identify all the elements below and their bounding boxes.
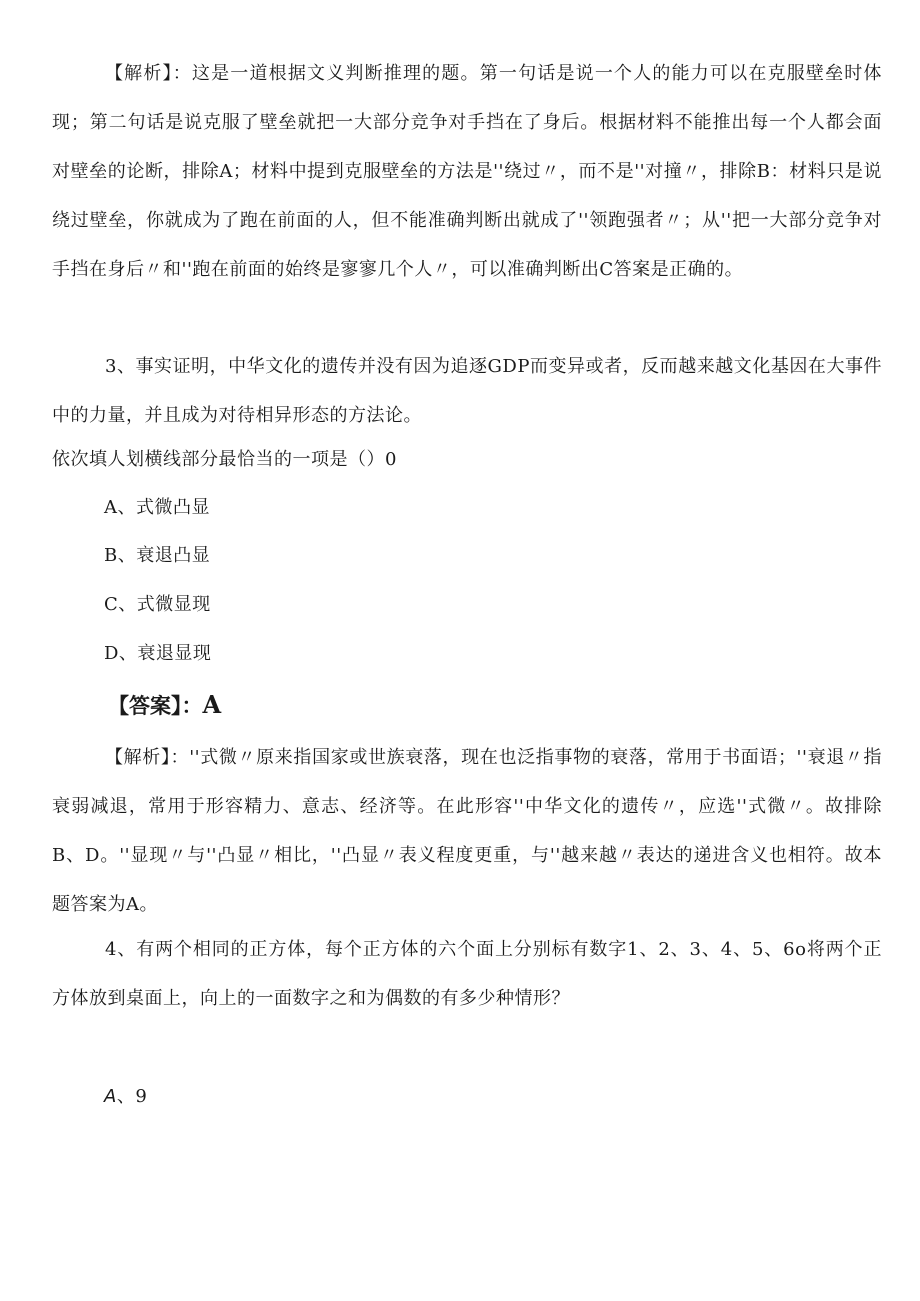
q3-answer <box>108 690 221 721</box>
answer-label: 【答案】： <box>108 694 203 718</box>
q4-option-a-value: 、9 <box>116 1086 148 1107</box>
q4-option-a-label: A <box>104 1086 117 1107</box>
q3-option-c: C、式微显现 <box>104 594 211 615</box>
q3-option-a: A、式微凸显 <box>104 497 210 518</box>
q3-prompt: 依次填人划横线部分最恰当的一项是（）0 <box>52 449 397 470</box>
q2-analysis-paragraph: 【解析】：这是一道根据文义判断推理的题。第一句话是说一个人的能力可以在克服壁垒时体现；第二句话是说克服了壁垒就把一大部分竞争对手挡在了身后。根据材料不能推出每一个人都会面对壁垒的论断，排除A；材料中提到克服壁垒的方法是''绕过〃，而不是''对撞〃，排除B：材料只是说绕过壁垒，你就成为了跑在前面的人，但不能准确判断出就成了''领跑强者〃；从''把一大部分竞争对手挡在身后〃和''跑在前面的始终是寥寥几个人〃，可以准确判断出C答案是正确的。 <box>52 63 882 280</box>
q3-option-b: B、衰退凸显 <box>104 545 211 566</box>
q3-analysis-paragraph: 【解析】：''式微〃原来指国家或世族衰落，现在也泛指事物的衰落，常用于书面语；''衰退〃指衰弱减退，常用于形容精力、意志、经济等。在此形容''中华文化的遗传〃，应选''式微〃。故排除B、D。''显现〃与''凸显〃相比，''凸显〃表义程度更重，与''越来越〃表达的递进含义也相符。故本题答案为A。 <box>52 747 882 915</box>
q3-stem-paragraph: 3、事实证明，中华文化的遗传并没有因为追逐GDP而变异或者，反而越来越文化基因在大事件中的力量，并且成为对待相异形态的方法论。 <box>52 356 882 426</box>
q3-option-d: D、衰退显现 <box>104 643 212 664</box>
q4-stem-paragraph: 4、有两个相同的正方体，每个正方体的六个面上分别标有数字1、2、3、4、5、6o将两个正方体放到桌面上，向上的一面数字之和为偶数的有多少种情形？ <box>52 939 882 1009</box>
q4-option-a <box>104 1085 147 1109</box>
answer-value: A <box>202 690 222 719</box>
